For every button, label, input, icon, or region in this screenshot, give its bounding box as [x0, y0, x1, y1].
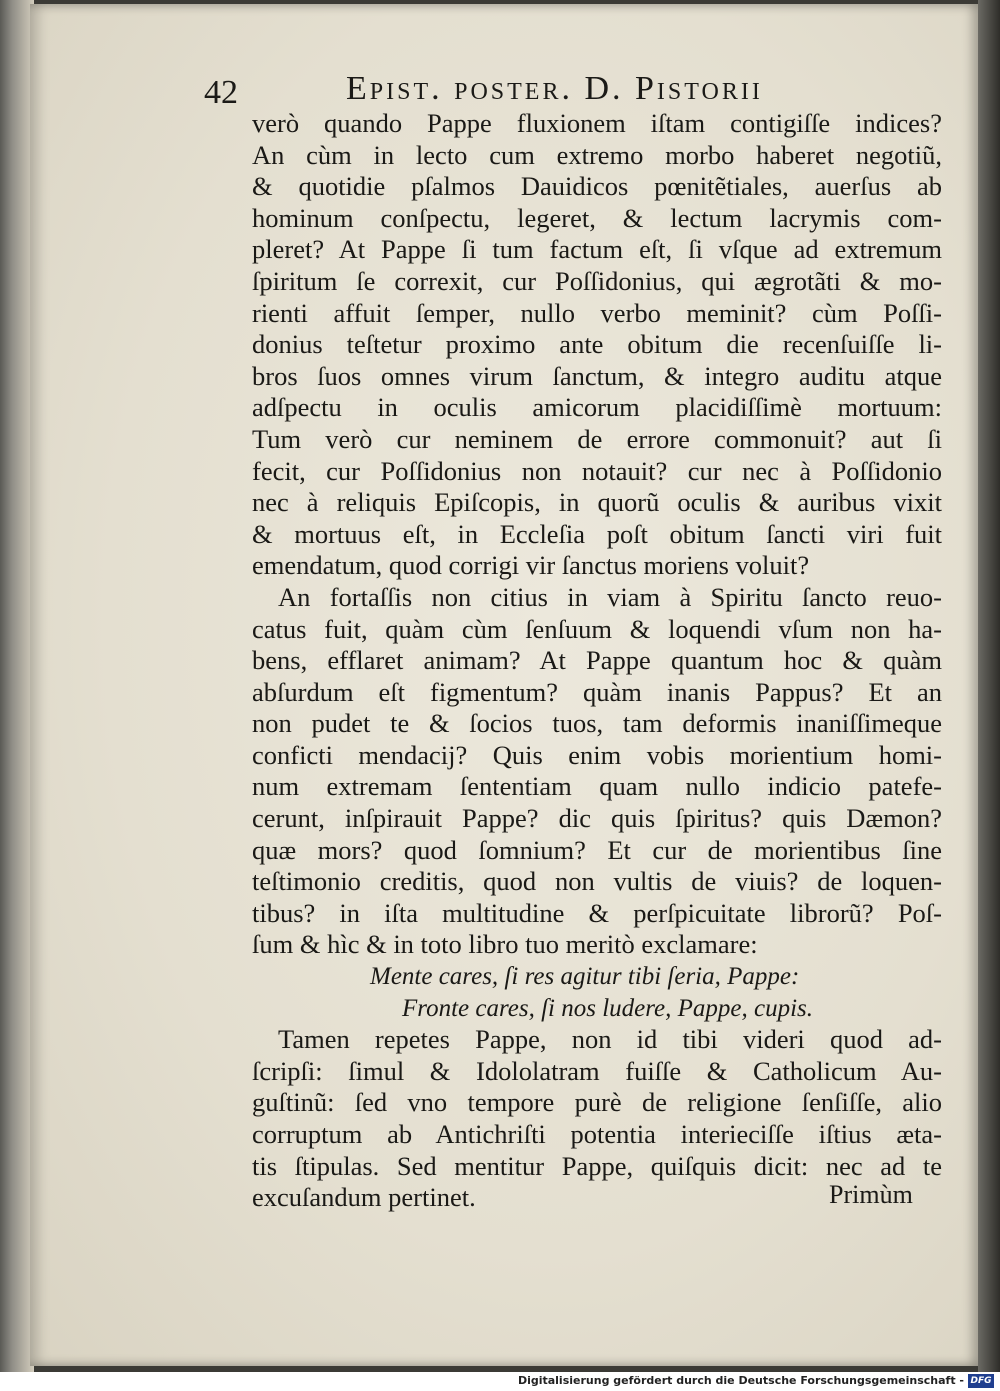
text-line: non pudet te & ſocios tuos, tam deformis inaniſſimeque — [252, 708, 942, 739]
running-head: Epist. poster. D. Pistorii — [346, 70, 763, 107]
footer-bar — [0, 1372, 1000, 1391]
text-line: cerunt, inſpirauit Pappe? dic quis ſpiritus? quis Dæmon? — [252, 803, 942, 834]
text-line: nec à reliquis Epiſcopis, in quorũ oculis & auribus vixit — [252, 487, 942, 518]
text-line: ſcripſi: ſimul & Idololatram fuiſſe & Catholicum Au- — [252, 1055, 942, 1086]
text-line: ſum & hìc & in toto libro tuo meritò exclamare: — [252, 929, 758, 960]
text-line: donius teſtetur proximo ante obitum die recenſuiſſe li- — [252, 329, 942, 360]
text-line: & quotidie pſalmos Dauidicos pœnitẽtiales, auerſus ab — [252, 171, 942, 202]
text-line: An fortaſſis non citius in viam à Spiritu ſancto reuo- — [278, 581, 942, 612]
text-line: & mortuus eſt, in Eccleſia poſt obitum ſancti viri fuit — [252, 518, 942, 549]
text-line: conficti mendacij? Quis enim vobis morientium homi- — [252, 739, 942, 770]
text-line: catus fuit, quàm cùm ſenſuum & loquendi vſum non ha- — [252, 613, 942, 644]
dfg-logo: DFG — [968, 1374, 994, 1388]
page-number: 42 — [204, 74, 238, 111]
verse-line: Fronte cares, ſi nos ludere, Pappe, cupis. — [402, 994, 814, 1022]
text-line: bros ſuos omnes virum ſanctum, & integro auditu atque — [252, 360, 942, 391]
text-line: fecit, cur Poſſidonius non notauit? cur nec à Poſſidonio — [252, 455, 942, 486]
text-line: Tamen repetes Pappe, non id tibi videri quod ad- — [278, 1024, 942, 1055]
catchword: Primùm — [829, 1180, 913, 1209]
text-line: quæ mors? quod ſomnium? Et cur de morientibus ſine — [252, 834, 942, 865]
text-line: ſpiritum ſe correxit, cur Poſſidonius, qui ægrotãti & mo- — [252, 265, 942, 296]
text-line: corruptum ab Antichriſti potentia interieciſſe iſtius æta- — [252, 1119, 942, 1149]
text-line: An cùm in lecto cum extremo morbo haberet negotiũ, — [252, 139, 942, 170]
page-edge — [978, 0, 1000, 1372]
text-line: Tum verò cur neminem de errore commonuit? aut ſi — [252, 423, 942, 454]
text-line: pleret? At Pappe ſi tum factum eſt, ſi vſque ad extremum — [252, 234, 942, 265]
text-line: adſpectu in oculis amicorum placidiſſimè mortuum: — [252, 392, 942, 423]
text-line: guſtinũ: ſed vno tempore purè de religione ſenſiſſe, alio — [252, 1087, 942, 1118]
body-text — [252, 108, 942, 1214]
text-line: rienti affuit ſemper, nullo verbo meminit? cùm Poſſi- — [252, 297, 942, 328]
text-line: tibus? in iſta multitudine & perſpicuitate librorũ? Poſ- — [252, 897, 942, 928]
text-line: excuſandum pertinet. — [252, 1182, 476, 1213]
footer-credit: Digitalisierung gefördert durch die Deutsche Forschungsgemeinschaft - — [517, 1374, 964, 1387]
text-line: abſurdum eſt figmentum? quàm inanis Pappus? Et an — [252, 676, 942, 707]
text-line: hominum conſpectu, legeret, & lectum lacrymis com- — [252, 202, 942, 233]
text-line: tis ſtipulas. Sed mentitur Pappe, quiſquis dicit: nec ad te — [252, 1150, 942, 1181]
text-line: teſtimonio creditis, quod non vultis de viuis? de loquen- — [252, 866, 942, 897]
text-line: bens, efflaret animam? At Pappe quantum hoc & quàm — [252, 645, 942, 676]
book-spine — [0, 0, 34, 1372]
verse-line: Mente cares, ſi res agitur tibi ſeria, Pappe: — [370, 963, 800, 991]
text-line: num extremam ſententiam quam nullo indicio patefe- — [252, 771, 942, 802]
text-line: emendatum, quod corrigi vir ſanctus moriens voluit? — [252, 550, 810, 581]
text-line: verò quando Pappe fluxionem iſtam contigiſſe indices? — [252, 108, 942, 138]
